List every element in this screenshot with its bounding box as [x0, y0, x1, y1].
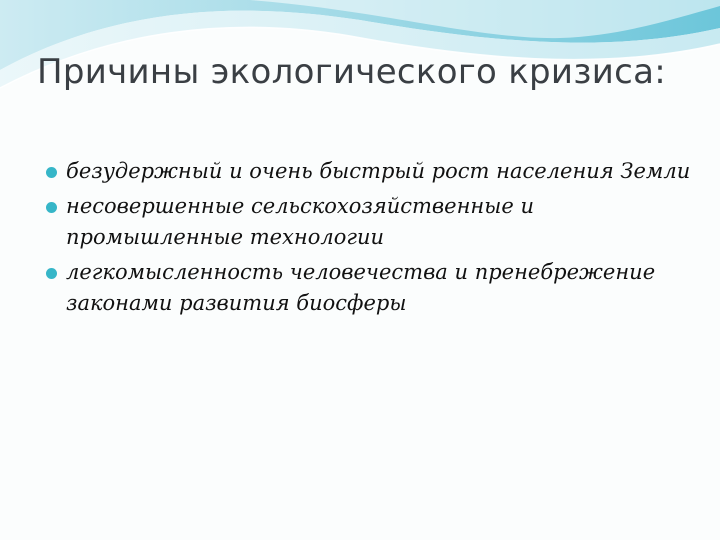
- bullet-circle-icon: [46, 167, 57, 178]
- bullet-circle-icon: [46, 202, 57, 213]
- bullet-text: безудержный и очень быстрый рост населения Земли: [66, 159, 691, 183]
- bullet-circle-icon: [46, 268, 57, 279]
- list-item: [44, 156, 704, 187]
- slide-title: Причины экологического кризиса:: [37, 52, 666, 92]
- bullet-text: несовершенные сельскохозяйственные и промышленные технологии: [66, 194, 534, 249]
- list-item: [44, 191, 704, 253]
- bullet-text: легкомысленность человечества и пренебрежение законами развития биосферы: [66, 260, 656, 315]
- bullet-list: [44, 156, 704, 323]
- list-item: [44, 257, 704, 319]
